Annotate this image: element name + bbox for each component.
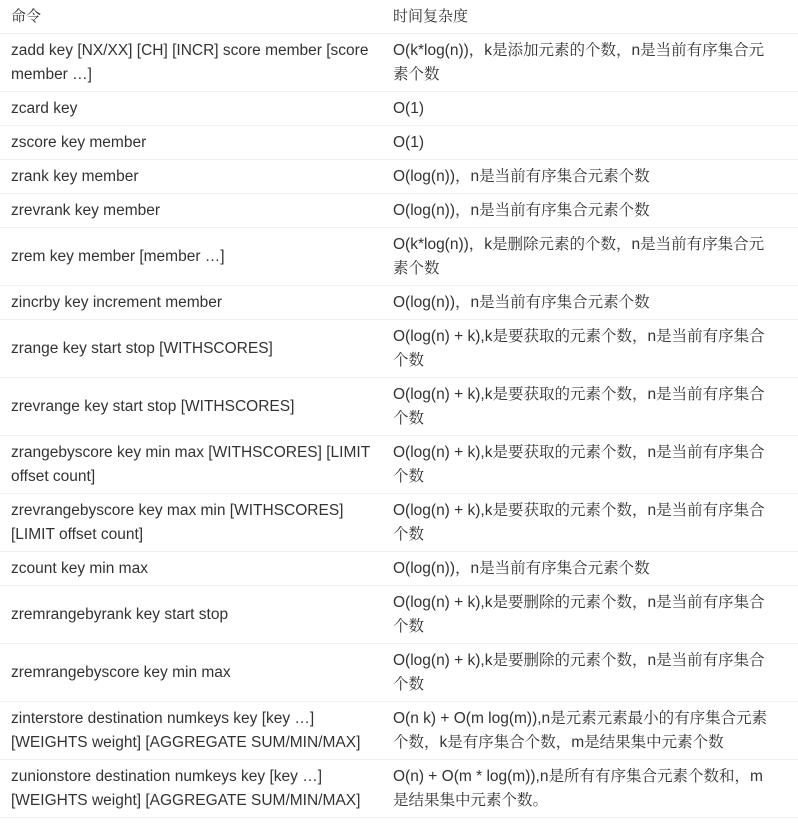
complexity-cell: O(log(n))，n是当前有序集合元素个数 [393, 293, 650, 311]
command-cell: zrangebyscore key min max [WITHSCORES] [LIMIT offset count] [11, 443, 370, 485]
table-row [0, 760, 798, 818]
command-cell: zincrby key increment member [11, 293, 223, 311]
complexity-cell: O(k*log(n))，k是添加元素的个数，n是当前有序集合元素个数 [393, 41, 765, 83]
command-cell: zrange key start stop [WITHSCORES] [11, 339, 273, 357]
table-row [0, 644, 798, 702]
table-row [0, 34, 798, 92]
command-cell: zscore key member [11, 133, 147, 151]
table-row [0, 552, 798, 586]
command-cell: zrem key member [member …] [11, 247, 225, 265]
header-command: 命令 [11, 7, 42, 25]
table-row [0, 586, 798, 644]
complexity-cell: O(log(n) + k),k是要获取的元素个数，n是当前有序集合个数 [393, 443, 765, 485]
complexity-cell: O(k*log(n))，k是删除元素的个数，n是当前有序集合元素个数 [393, 235, 765, 277]
complexity-cell: O(log(n))，n是当前有序集合元素个数 [393, 201, 650, 219]
header-complexity: 时间复杂度 [393, 7, 469, 25]
table-row [0, 378, 798, 436]
complexity-cell: O(log(n) + k),k是要删除的元素个数，n是当前有序集合个数 [393, 651, 765, 693]
table-row [0, 320, 798, 378]
complexity-cell: O(log(n) + k),k是要获取的元素个数，n是当前有序集合个数 [393, 501, 765, 543]
complexity-cell: O(n k) + O(m log(m)),n是元素元素最小的有序集合元素个数，k是有序集合个数，m是结果集中元素个数 [393, 709, 768, 751]
table-header [0, 0, 798, 34]
command-cell: zrevrangebyscore key max min [WITHSCORES] [LIMIT offset count] [11, 501, 344, 543]
complexity-cell: O(log(n))，n是当前有序集合元素个数 [393, 167, 650, 185]
complexity-cell: O(log(n))，n是当前有序集合元素个数 [393, 559, 650, 577]
command-cell: zremrangebyscore key min max [11, 663, 231, 681]
command-cell: zinterstore destination numkeys key [key …] [WEIGHTS weight] [AGGREGATE SUM/MIN/MAX] [11, 709, 361, 751]
command-cell: zadd key [NX/XX] [CH] [INCR] score member [score member …] [11, 41, 369, 83]
command-cell: zrevrank key member [11, 201, 161, 219]
complexity-cell: O(1) [393, 99, 424, 117]
command-cell: zrevrange key start stop [WITHSCORES] [11, 397, 295, 415]
table-row [0, 228, 798, 286]
table-row [0, 194, 798, 228]
command-cell: zcount key min max [11, 559, 148, 577]
command-cell: zcard key [11, 99, 78, 117]
complexity-cell: O(1) [393, 133, 424, 151]
complexity-cell: O(log(n) + k),k是要删除的元素个数，n是当前有序集合个数 [393, 593, 765, 635]
command-cell: zrank key member [11, 167, 139, 185]
table-row [0, 436, 798, 494]
complexity-cell: O(log(n) + k),k是要获取的元素个数，n是当前有序集合个数 [393, 327, 765, 369]
table-row [0, 494, 798, 552]
table-row [0, 702, 798, 760]
table-row [0, 92, 798, 126]
table-row [0, 160, 798, 194]
command-cell: zremrangebyrank key start stop [11, 605, 229, 623]
complexity-cell: O(n) + O(m * log(m)),n是所有有序集合元素个数和，m是结果集中元素个数。 [393, 767, 763, 809]
command-cell: zunionstore destination numkeys key [key …] [WEIGHTS weight] [AGGREGATE SUM/MIN/MAX] [11, 767, 361, 809]
complexity-cell: O(log(n) + k),k是要获取的元素个数，n是当前有序集合个数 [393, 385, 765, 427]
table-row [0, 126, 798, 160]
table-row [0, 286, 798, 320]
